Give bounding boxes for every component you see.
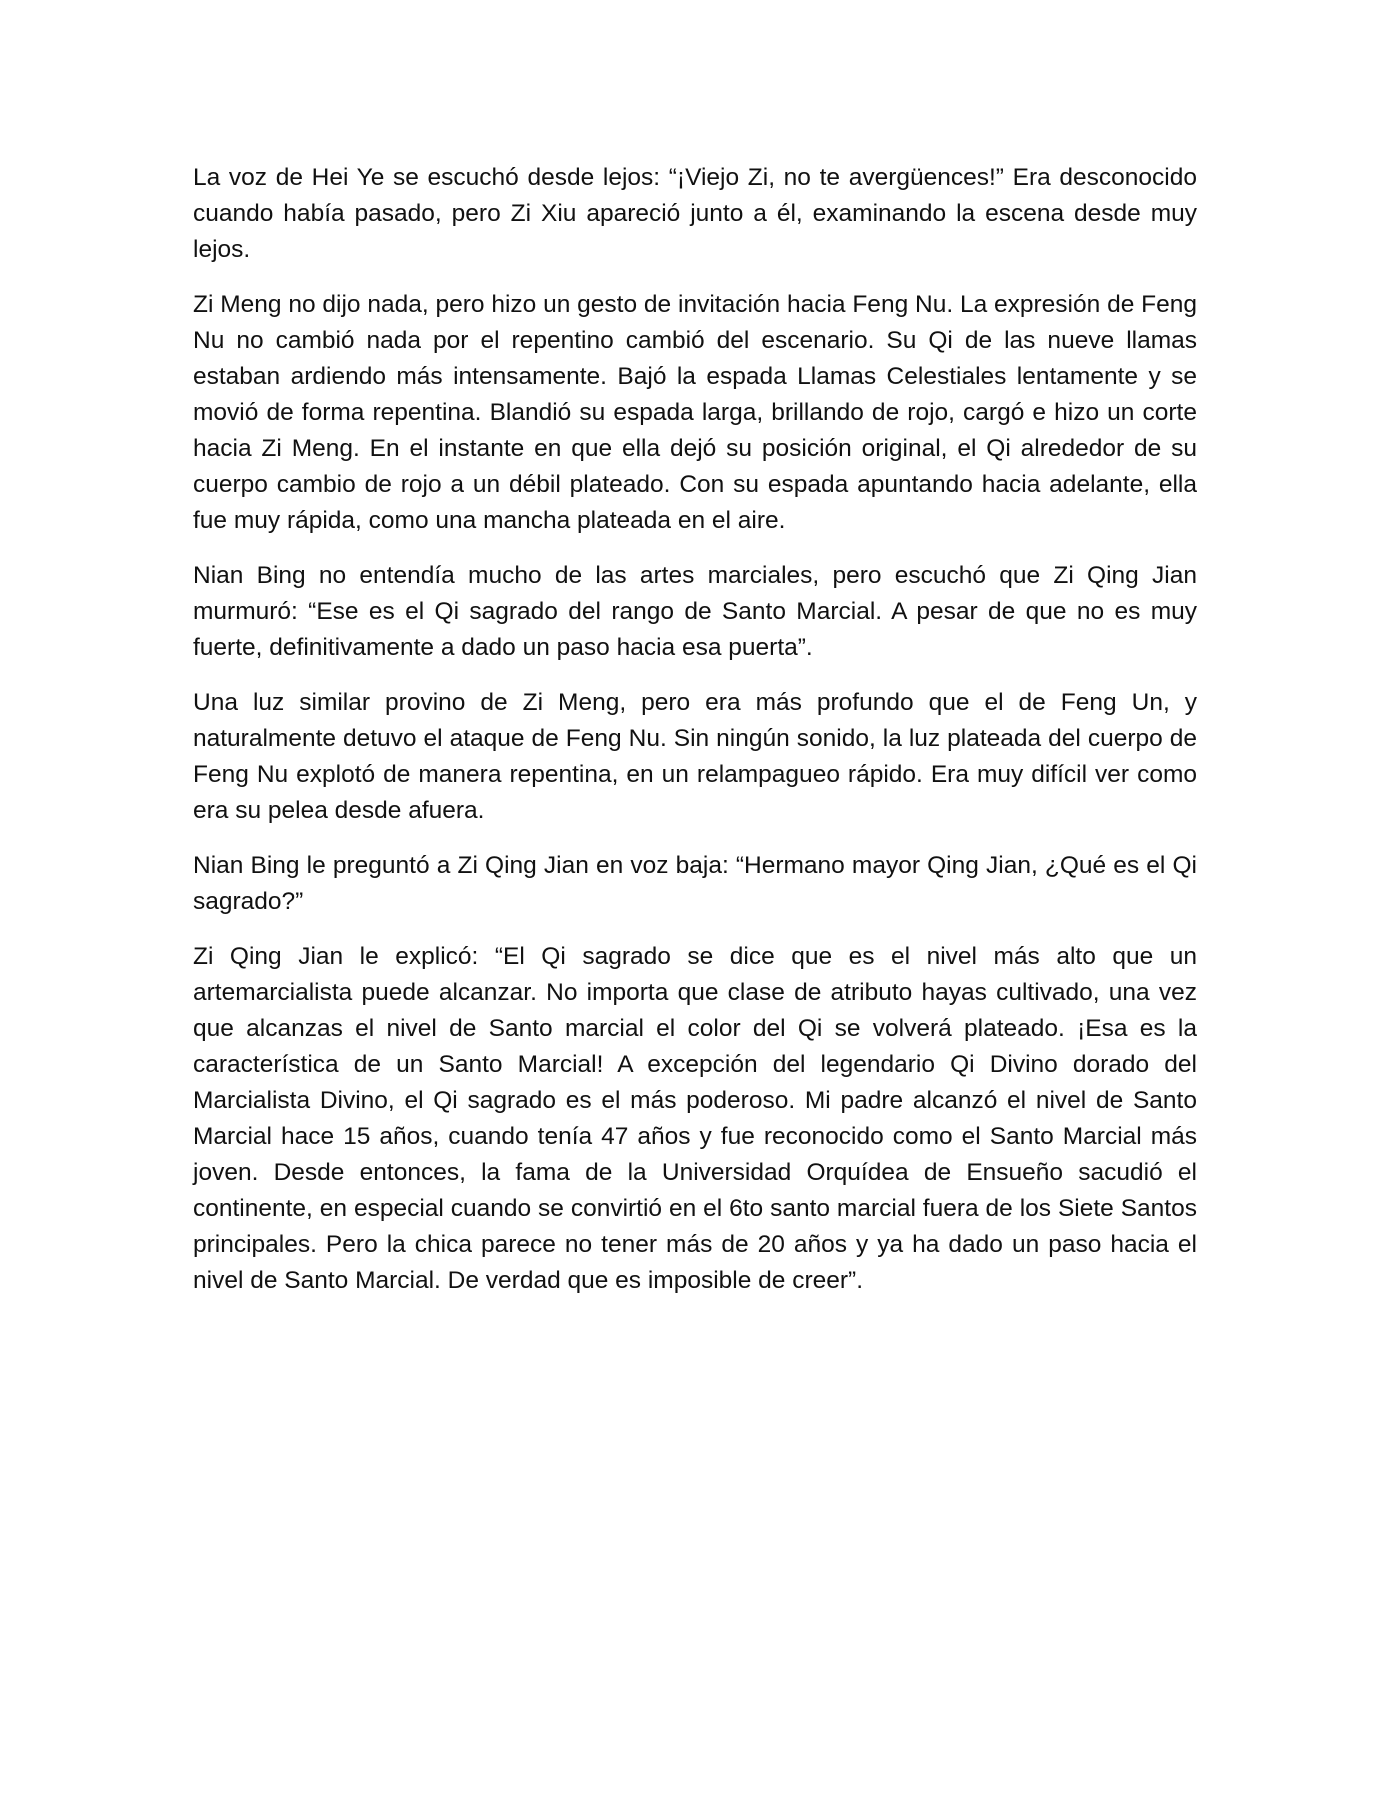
paragraph-4: Una luz similar provino de Zi Meng, pero era más profundo que el de Feng Un, y naturalmente detuvo el ataque de Feng Nu. Sin ningún sonido, la luz plateada del cuerpo de Feng Nu explotó de manera repentina, en un relampagueo rápido. Era muy difícil ver como era su pelea desde afuera. bbox=[193, 689, 1197, 824]
paragraph-1: La voz de Hei Ye se escuchó desde lejos: “¡Viejo Zi, no te avergüences!” Era desconocido cuando había pasado, pero Zi Xiu apareció junto a él, examinando la escena desde muy lejos. bbox=[193, 164, 1197, 263]
paragraph-6: Zi Qing Jian le explicó: “El Qi sagrado se dice que es el nivel más alto que un artemarcialista puede alcanzar. No importa que clase de atributo hayas cultivado, una vez que alcanzas el nivel de Santo marcial el color del Qi se volverá plateado. ¡Esa es la característica de un Santo Marcial! A excepción del legendario Qi Divino dorado del Marcialista Divino, el Qi sagrado es el más poderoso. Mi padre alcanzó el nivel de Santo Marcial hace 15 años, cuando tenía 47 años y fue reconocido como el Santo Marcial más joven. Desde entonces, la fama de la Universidad Orquídea de Ensueño sacudió el continente, en especial cuando se convirtió en el 6to santo marcial fuera de los Siete Santos principales. Pero la chica parece no tener más de 20 años y ya ha dado un paso hacia el nivel de Santo Marcial. De verdad que es imposible de creer”. bbox=[193, 943, 1197, 1294]
paragraph-5: Nian Bing le preguntó a Zi Qing Jian en voz baja: “Hermano mayor Qing Jian, ¿Qué es el Qi sagrado?” bbox=[193, 852, 1197, 915]
document-body bbox=[193, 160, 1197, 1318]
paragraph-3: Nian Bing no entendía mucho de las artes marciales, pero escuchó que Zi Qing Jian murmuró: “Ese es el Qi sagrado del rango de Santo Marcial. A pesar de que no es muy fuerte, definitivamente a dado un paso hacia esa puerta”. bbox=[193, 562, 1197, 661]
paragraph-2: Zi Meng no dijo nada, pero hizo un gesto de invitación hacia Feng Nu. La expresión de Feng Nu no cambió nada por el repentino cambió del escenario. Su Qi de las nueve llamas estaban ardiendo más intensamente. Bajó la espada Llamas Celestiales lentamente y se movió de forma repentina. Blandió su espada larga, brillando de rojo, cargó e hizo un corte hacia Zi Meng. En el instante en que ella dejó su posición original, el Qi alrededor de su cuerpo cambio de rojo a un débil plateado. Con su espada apuntando hacia adelante, ella fue muy rápida, como una mancha plateada en el aire. bbox=[193, 291, 1197, 534]
